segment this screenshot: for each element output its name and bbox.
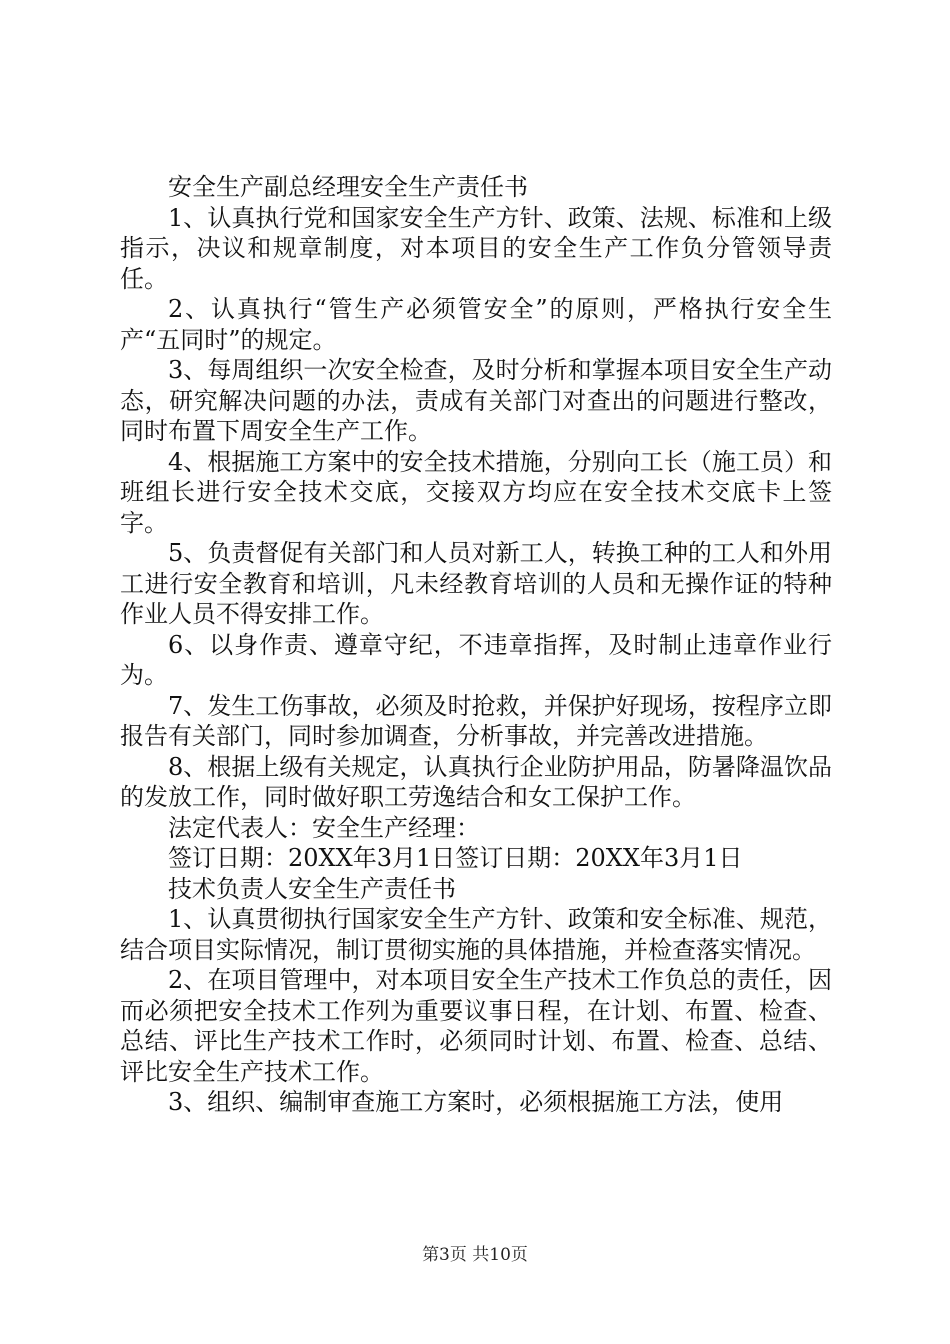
date-line: 签订日期：20XX年3月1日签订日期：20XX年3月1日 <box>168 844 743 872</box>
page-number: 第3页 共10页 <box>422 1245 528 1265</box>
paragraph: 6、以身作责、遵章守纪，不违章指挥，及时制止违章作业行为。 <box>120 630 832 689</box>
document-body <box>120 172 832 1118</box>
paragraph: 1、认真执行党和国家安全生产方针、政策、法规、标准和上级指示，决议和规章制度，对本项目的安全生产工作负分管领导责任。 <box>120 203 832 293</box>
paragraph: 7、发生工伤事故，必须及时抢救，并保护好现场，按程序立即报告有关部门，同时参加调查，分析事故，并完善改进措施。 <box>120 691 832 750</box>
paragraph: 2、在项目管理中，对本项目安全生产技术工作负总的责任，因而必须把安全技术工作列为重要议事日程，在计划、布置、检查、总结、评比生产技术工作时，必须同时计划、布置、检查、总结、评比安全生产技术工作。 <box>120 966 832 1086</box>
paragraph: 1、认真贯彻执行国家安全生产方针、政策和安全标准、规范，结合项目实际情况，制订贯彻实施的具体措施，并检查落实情况。 <box>120 905 832 964</box>
section-title: 技术负责人安全生产责任书 <box>168 874 456 903</box>
paragraph: 8、根据上级有关规定，认真执行企业防护用品，防暑降温饮品的发放工作，同时做好职工劳逸结合和女工保护工作。 <box>120 752 832 811</box>
paragraph: 4、根据施工方案中的安全技术措施，分别向工长（施工员）和班组长进行安全技术交底，交接双方均应在安全技术交底卡上签字。 <box>120 447 832 537</box>
paragraph: 3、每周组织一次安全检查，及时分析和掌握本项目安全生产动态，研究解决问题的办法，责成有关部门对查出的问题进行整改，同时布置下周安全生产工作。 <box>120 356 832 445</box>
paragraph: 5、负责督促有关部门和人员对新工人，转换工种的工人和外用工进行安全教育和培训，凡未经教育培训的人员和无操作证的特种作业人员不得安排工作。 <box>120 539 832 628</box>
signature-line: 法定代表人：安全生产经理： <box>168 813 480 842</box>
paragraph: 3、组织、编制审查施工方案时，必须根据施工方法，使用 <box>168 1088 784 1116</box>
section-title: 安全生产副总经理安全生产责任书 <box>168 173 528 201</box>
paragraph: 2、认真执行“管生产必须管安全”的原则，严格执行安全生产“五同时”的规定。 <box>120 295 832 354</box>
